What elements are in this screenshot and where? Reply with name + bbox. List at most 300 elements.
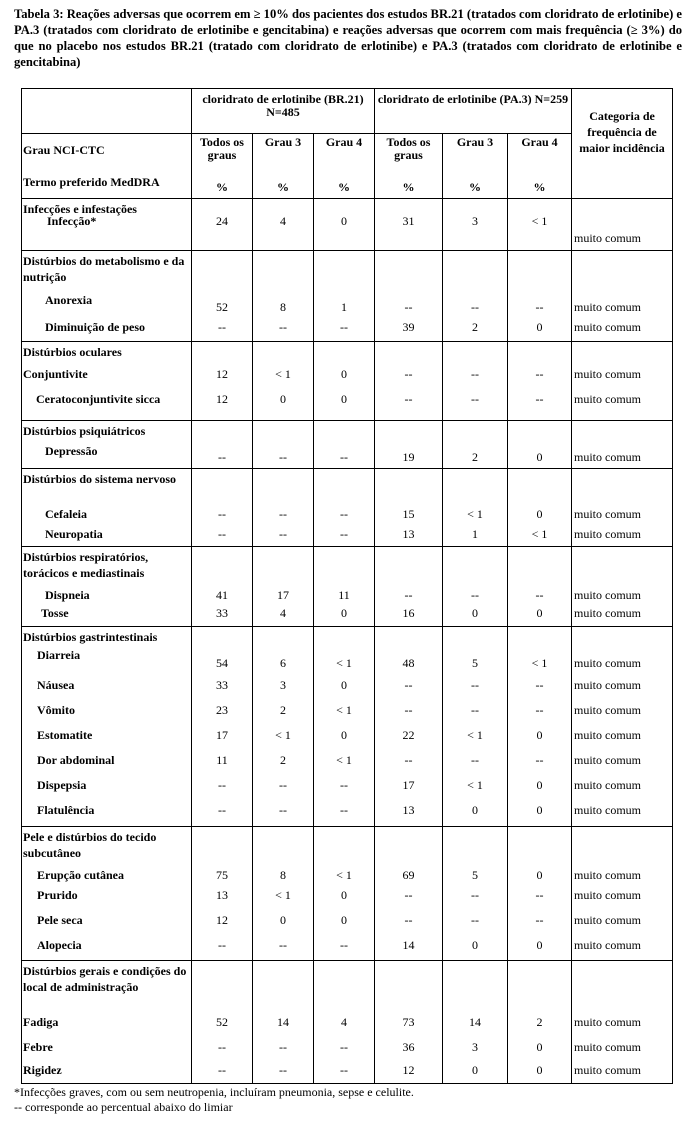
value: < 1	[275, 888, 291, 902]
value: 0	[536, 450, 543, 464]
value-cell	[253, 827, 314, 961]
value-cell	[375, 342, 443, 421]
value: < 1	[336, 868, 352, 882]
term-label: Neuropatia	[45, 527, 103, 541]
header-termo-label: Termo preferido MedDRA	[23, 175, 160, 189]
frequency-label: muito comum	[574, 1063, 642, 1077]
value: 75	[216, 868, 228, 882]
value: --	[471, 678, 480, 692]
value: 0	[472, 1063, 479, 1077]
category-title: Pele e distúrbios do tecido subcutâneo	[23, 830, 157, 860]
category-cell	[22, 627, 192, 827]
value: --	[340, 778, 348, 792]
header-pct: %	[338, 180, 350, 194]
value: 5	[472, 656, 479, 670]
header-grau-cell	[22, 134, 192, 199]
value: 1	[472, 527, 479, 541]
frequency-cell	[572, 199, 673, 251]
value: --	[471, 367, 480, 381]
frequency-label: muito comum	[574, 231, 642, 245]
value: 0	[536, 778, 543, 792]
value: 0	[341, 913, 347, 927]
term-label: Depressão	[45, 444, 98, 458]
header-grau3-label: Grau 3	[264, 135, 302, 149]
term-label: Flatulência	[37, 803, 95, 817]
value: < 1	[336, 656, 352, 670]
term-label: Erupção cutânea	[37, 868, 124, 882]
value: 0	[536, 1063, 543, 1077]
value: 3	[280, 678, 286, 692]
value: 0	[472, 803, 479, 817]
value-cell	[375, 421, 443, 469]
value: --	[279, 527, 287, 541]
frequency-cell	[572, 421, 673, 469]
value: 14	[277, 1015, 289, 1029]
footnote-threshold: -- corresponde ao percentual abaixo do limiar	[14, 1100, 233, 1114]
value: 16	[402, 606, 415, 620]
value-cell	[314, 469, 375, 547]
header-pct: %	[277, 180, 289, 194]
header-grau3-1	[253, 134, 314, 199]
frequency-cell	[572, 342, 673, 421]
value-cell	[375, 547, 443, 627]
value: 4	[280, 606, 286, 620]
value-cell	[192, 421, 253, 469]
value-cell	[375, 199, 443, 251]
category-cell	[22, 827, 192, 961]
value: 36	[402, 1040, 415, 1054]
value-cell	[253, 627, 314, 827]
header-pct: %	[469, 180, 482, 194]
value-cell	[508, 251, 572, 342]
value: --	[404, 678, 413, 692]
value-cell	[314, 827, 375, 961]
value: 2	[280, 753, 286, 767]
adverse-reactions-table	[21, 88, 673, 1084]
value-cell	[443, 199, 508, 251]
value: --	[535, 888, 544, 902]
value-cell	[253, 961, 314, 1084]
value: 0	[536, 803, 543, 817]
table-row	[22, 342, 673, 421]
value: --	[471, 392, 480, 406]
header-all-grades-label: Todos os graus	[200, 135, 244, 162]
value-cell	[375, 627, 443, 827]
frequency-cell	[572, 469, 673, 547]
value: --	[340, 507, 348, 521]
value-cell	[508, 547, 572, 627]
value: --	[218, 1063, 226, 1077]
frequency-label: muito comum	[574, 606, 642, 620]
value: --	[279, 778, 287, 792]
table-row	[22, 547, 673, 627]
value: 12	[216, 367, 228, 381]
table-row	[22, 827, 673, 961]
value: --	[535, 392, 544, 406]
value: --	[471, 588, 480, 602]
header-all-grades-1	[192, 134, 253, 199]
value-cell	[443, 421, 508, 469]
header-pct: %	[216, 180, 228, 194]
frequency-label: muito comum	[574, 507, 642, 521]
value: --	[279, 320, 287, 334]
header-grau3-label: Grau 3	[456, 135, 494, 149]
value: 0	[536, 868, 543, 882]
header-group-pa3: cloridrato de erlotinibe (PA.3) N=259	[375, 89, 572, 134]
value: 13	[402, 803, 415, 817]
frequency-label: muito comum	[574, 527, 642, 541]
value: 54	[216, 656, 228, 670]
value-cell	[443, 251, 508, 342]
value: --	[404, 703, 413, 717]
value-cell	[443, 961, 508, 1084]
value: --	[218, 507, 226, 521]
value: 0	[472, 938, 479, 952]
value: 13	[402, 527, 415, 541]
value: --	[471, 888, 480, 902]
header-grau-label: Grau NCI-CTC	[23, 143, 105, 157]
value: < 1	[336, 753, 352, 767]
frequency-label: muito comum	[574, 703, 642, 717]
value-cell	[314, 342, 375, 421]
value: 17	[216, 728, 228, 742]
value-cell	[314, 547, 375, 627]
term-label: Infecção*	[47, 214, 97, 228]
category-title: Distúrbios oculares	[23, 345, 122, 359]
value: --	[340, 450, 348, 464]
term-label: Diarreia	[37, 648, 81, 662]
value: 0	[341, 214, 347, 228]
value: --	[218, 527, 226, 541]
value-cell	[253, 199, 314, 251]
value: --	[218, 778, 226, 792]
value: 0	[341, 728, 347, 742]
value: --	[404, 913, 413, 927]
value-cell	[443, 469, 508, 547]
category-cell	[22, 961, 192, 1084]
value: 2	[472, 450, 479, 464]
value: 12	[402, 1063, 415, 1077]
value-cell	[192, 469, 253, 547]
header-grau3-2	[443, 134, 508, 199]
value-cell	[443, 547, 508, 627]
value: 48	[402, 656, 415, 670]
category-cell	[22, 421, 192, 469]
value-cell	[375, 827, 443, 961]
term-label: Rigidez	[23, 1063, 62, 1077]
term-label: Conjuntivite	[23, 367, 88, 381]
category-cell	[22, 251, 192, 342]
value-cell	[508, 469, 572, 547]
category-title: Distúrbios psiquiátricos	[23, 424, 146, 438]
value: 13	[216, 888, 228, 902]
table-row	[22, 251, 673, 342]
value: --	[404, 367, 413, 381]
frequency-label: muito comum	[574, 588, 642, 602]
category-cell	[22, 547, 192, 627]
term-label: Pele seca	[37, 913, 83, 927]
value: 0	[536, 938, 543, 952]
value-cell	[508, 961, 572, 1084]
value: 0	[536, 606, 543, 620]
value-cell	[375, 251, 443, 342]
value: --	[340, 1040, 348, 1054]
value-cell	[192, 827, 253, 961]
frequency-label: muito comum	[574, 320, 642, 334]
value: --	[340, 1063, 348, 1077]
value-cell	[253, 251, 314, 342]
header-pct: %	[533, 180, 546, 194]
value-cell	[508, 421, 572, 469]
value: 2	[536, 1015, 543, 1029]
term-label: Diminuição de peso	[45, 320, 146, 334]
value: 2	[472, 320, 479, 334]
value-cell	[443, 627, 508, 827]
value: 1	[341, 300, 347, 314]
header-pct: %	[402, 180, 415, 194]
value: 0	[341, 678, 347, 692]
value: 8	[280, 868, 286, 882]
value: --	[535, 678, 544, 692]
term-label: Febre	[23, 1040, 53, 1054]
value: 22	[402, 728, 415, 742]
value: --	[535, 300, 544, 314]
value-cell	[192, 251, 253, 342]
header-all-grades-2	[375, 134, 443, 199]
value: --	[340, 527, 348, 541]
frequency-label: muito comum	[574, 1015, 642, 1029]
value: --	[535, 753, 544, 767]
value: < 1	[275, 367, 291, 381]
value: 52	[216, 300, 228, 314]
value: 11	[338, 588, 350, 602]
category-cell	[22, 342, 192, 421]
term-label: Alopecia	[37, 938, 82, 952]
frequency-label: muito comum	[574, 868, 642, 882]
value: 14	[469, 1015, 482, 1029]
frequency-cell	[572, 627, 673, 827]
category-title: Distúrbios respiratórios, torácicos e mediastinais	[23, 550, 149, 580]
value: --	[535, 367, 544, 381]
value: < 1	[275, 728, 291, 742]
value: < 1	[531, 527, 548, 541]
value: --	[471, 913, 480, 927]
value: < 1	[467, 728, 483, 742]
value: --	[535, 913, 544, 927]
term-label: Prurido	[37, 888, 78, 902]
frequency-cell	[572, 251, 673, 342]
value: --	[340, 803, 348, 817]
value: --	[340, 938, 348, 952]
value: 0	[472, 606, 479, 620]
frequency-label: muito comum	[574, 803, 642, 817]
value-cell	[443, 827, 508, 961]
header-grau4-2	[508, 134, 572, 199]
value: 8	[280, 300, 286, 314]
value: --	[404, 888, 413, 902]
term-label: Estomatite	[37, 728, 93, 742]
table-row	[22, 627, 673, 827]
term-label: Anorexia	[45, 293, 93, 307]
value: 12	[216, 392, 228, 406]
frequency-label: muito comum	[574, 656, 642, 670]
value-cell	[192, 627, 253, 827]
value-cell	[508, 627, 572, 827]
header-grau4-label: Grau 4	[325, 135, 363, 149]
frequency-label: muito comum	[574, 367, 642, 381]
term-label: Cefaleia	[45, 507, 87, 521]
term-label: Náusea	[37, 678, 75, 692]
value: --	[404, 753, 413, 767]
value: 5	[472, 868, 479, 882]
value: 0	[536, 320, 543, 334]
term-label: Tosse	[41, 606, 69, 620]
term-label: Ceratoconjuntivite sicca	[36, 392, 161, 406]
value: 2	[280, 703, 286, 717]
value-cell	[314, 421, 375, 469]
term-label: Dispepsia	[37, 778, 87, 792]
value: --	[404, 588, 413, 602]
value: --	[279, 1040, 287, 1054]
value: --	[404, 392, 413, 406]
value: --	[535, 703, 544, 717]
value: 0	[280, 392, 286, 406]
frequency-label: muito comum	[574, 300, 642, 314]
value: 14	[402, 938, 415, 952]
value: 11	[216, 753, 228, 767]
value: --	[218, 803, 226, 817]
value: --	[535, 588, 544, 602]
value: 0	[536, 507, 543, 521]
value: 0	[536, 1040, 543, 1054]
value-cell	[314, 627, 375, 827]
value-cell	[253, 342, 314, 421]
value: 6	[280, 656, 286, 670]
value-cell	[314, 961, 375, 1084]
header-grau4-1	[314, 134, 375, 199]
table-row	[22, 961, 673, 1084]
category-title: Distúrbios do metabolismo e da nutrição	[23, 254, 185, 284]
frequency-cell	[572, 547, 673, 627]
value-cell	[314, 199, 375, 251]
frequency-cell	[572, 961, 673, 1084]
value: 39	[402, 320, 415, 334]
value: 0	[341, 606, 347, 620]
category-title: Distúrbios do sistema nervoso	[23, 472, 177, 486]
value: 73	[402, 1015, 415, 1029]
value: --	[218, 320, 226, 334]
value-cell	[443, 342, 508, 421]
value-cell	[192, 342, 253, 421]
value: --	[279, 450, 287, 464]
value: 0	[341, 392, 347, 406]
value: 3	[472, 1040, 479, 1054]
value: --	[471, 753, 480, 767]
category-title: Distúrbios gerais e condições do local de administração	[23, 964, 187, 994]
term-label: Fadiga	[23, 1015, 59, 1029]
value: 41	[216, 588, 228, 602]
value-cell	[375, 469, 443, 547]
value-cell	[508, 342, 572, 421]
frequency-label: muito comum	[574, 1040, 642, 1054]
value-cell	[253, 547, 314, 627]
value: --	[218, 450, 226, 464]
value-cell	[508, 199, 572, 251]
term-label: Dor abdominal	[37, 753, 115, 767]
value: < 1	[531, 656, 548, 670]
value: --	[218, 938, 226, 952]
value: --	[279, 803, 287, 817]
footnote-infections: *Infecções graves, com ou sem neutropenia, incluíram pneumonia, sepse e celulite.	[14, 1085, 414, 1099]
value: 31	[402, 214, 415, 228]
value: 33	[216, 606, 228, 620]
frequency-label: muito comum	[574, 392, 642, 406]
value: 4	[341, 1015, 347, 1029]
header-group-br21: cloridrato de erlotinibe (BR.21) N=485	[192, 89, 375, 134]
value: 15	[402, 507, 415, 521]
category-cell	[22, 469, 192, 547]
value: 33	[216, 678, 228, 692]
category-title: Distúrbios gastrintestinais	[23, 630, 158, 644]
value: --	[279, 507, 287, 521]
category-cell	[22, 199, 192, 251]
value: 0	[341, 367, 347, 381]
value: 52	[216, 1015, 228, 1029]
table-row	[22, 199, 673, 251]
value: < 1	[467, 778, 483, 792]
value: < 1	[336, 703, 352, 717]
value: 0	[536, 728, 543, 742]
value: 23	[216, 703, 228, 717]
value-cell	[253, 469, 314, 547]
value: 17	[402, 778, 415, 792]
value: < 1	[467, 507, 483, 521]
header-all-grades-label: Todos os graus	[386, 135, 431, 162]
value-cell	[192, 547, 253, 627]
frequency-cell	[572, 827, 673, 961]
value-cell	[192, 199, 253, 251]
value: --	[404, 300, 413, 314]
header-category: Categoria de frequência de maior incidência	[572, 89, 673, 199]
value: --	[471, 300, 480, 314]
value: 0	[341, 888, 347, 902]
table-caption: Tabela 3: Reações adversas que ocorrem em ≥ 10% dos pacientes dos estudos BR.21 (tratados com cloridrato de erlotinibe) e PA.3 (tratados com cloridrato de erlotinibe e gencitabina) e reações adversas que ocorrem com mais frequência (≥ 3%) do que no placebo nos estudos BR.21 (tratado com cloridrato de erlotinibe) e PA.3 (tratados com cloridrato de erlotinibe e gencitabina)	[14, 7, 683, 69]
table-row	[22, 469, 673, 547]
value: --	[279, 1063, 287, 1077]
value: 3	[472, 214, 479, 228]
footnotes	[14, 1085, 684, 1115]
value: 19	[402, 450, 415, 464]
value: --	[471, 703, 480, 717]
value-cell	[192, 961, 253, 1084]
table-body	[22, 199, 673, 1084]
value: --	[279, 938, 287, 952]
value: 4	[280, 214, 286, 228]
value: 24	[216, 214, 228, 228]
frequency-label: muito comum	[574, 913, 642, 927]
header-blank	[22, 89, 192, 134]
frequency-label: muito comum	[574, 938, 642, 952]
value-cell	[375, 961, 443, 1084]
header-grau4-label: Grau 4	[521, 135, 558, 149]
value: --	[340, 320, 348, 334]
value: 12	[216, 913, 228, 927]
value-cell	[314, 251, 375, 342]
value: 17	[277, 588, 289, 602]
term-label: Vômito	[37, 703, 75, 717]
value-cell	[508, 827, 572, 961]
value: < 1	[531, 214, 548, 228]
